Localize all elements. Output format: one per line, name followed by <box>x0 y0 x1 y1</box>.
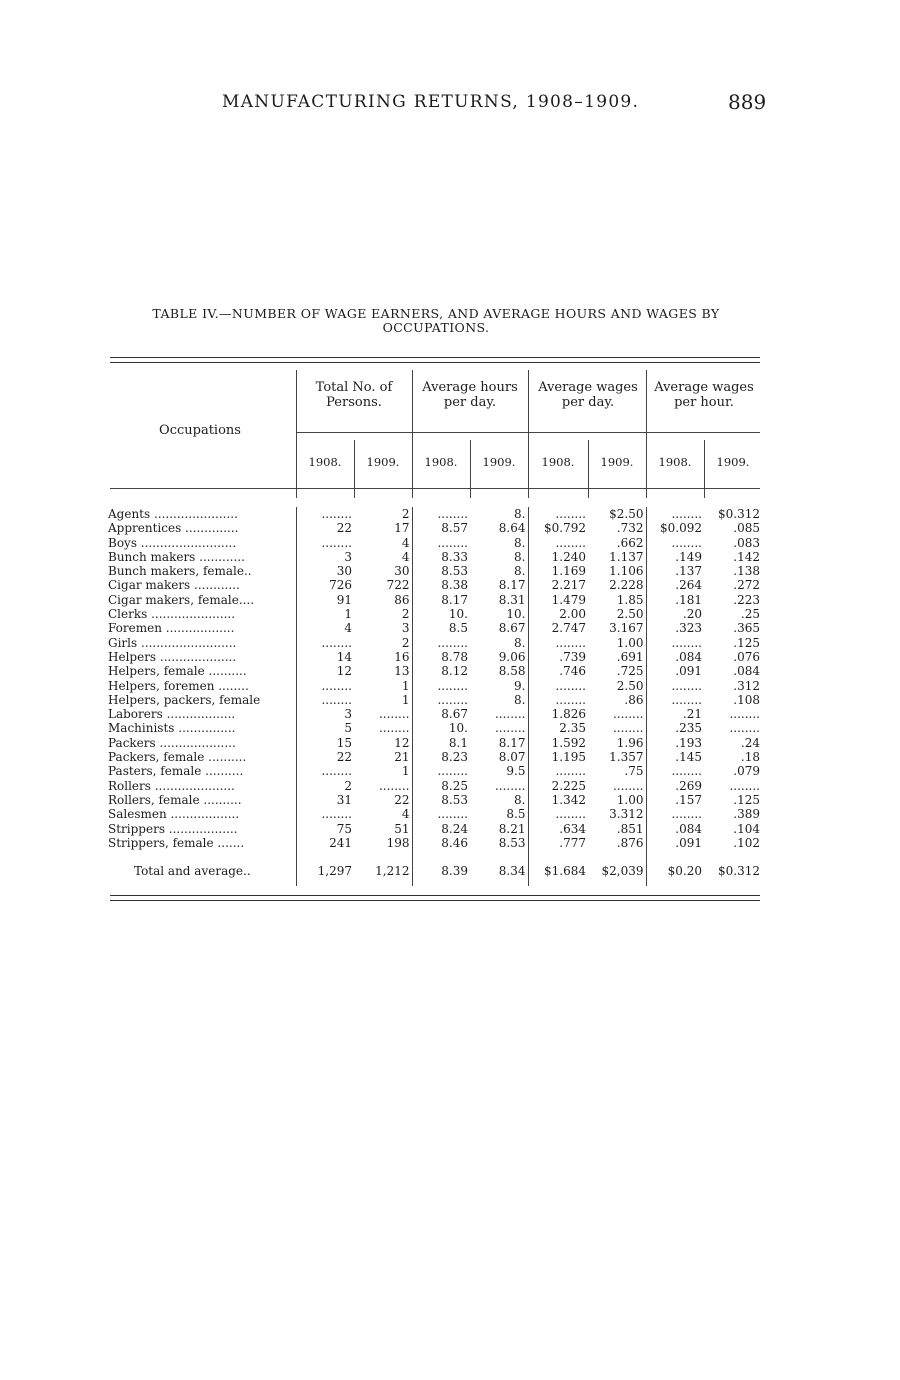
value-cell: 8. <box>514 564 526 579</box>
value-cell: 12 <box>394 735 410 750</box>
year-header: 1909. <box>482 455 516 469</box>
value-cell: 1 <box>401 764 410 779</box>
value-cell: .108 <box>733 692 760 707</box>
value-cell: .137 <box>646 564 704 578</box>
value-cell: 1 <box>296 607 354 621</box>
value-cell: ........ <box>378 707 410 722</box>
value-cell: 10. <box>412 721 470 735</box>
running-title: MANUFACTURING RETURNS, 1908–1909. <box>222 92 640 112</box>
value-cell: .235 <box>646 721 704 735</box>
value-cell: .25 <box>740 607 760 622</box>
table-row <box>106 521 762 535</box>
value-cell: 8.58 <box>498 664 526 679</box>
value-cell: ........ <box>646 764 704 778</box>
value-cell: 31 <box>296 793 354 807</box>
value-cell: 8.53 <box>412 564 470 578</box>
value-cell: ........ <box>296 507 354 521</box>
value-cell: 16 <box>394 649 410 664</box>
year-header: 1908. <box>424 455 458 469</box>
value-cell: ........ <box>612 778 644 793</box>
value-cell: $2,039 <box>601 863 644 878</box>
header-occupations: Occupations <box>159 423 241 438</box>
value-cell: ........ <box>412 764 470 778</box>
year-header: 1909. <box>366 455 400 469</box>
value-cell: 1.195 <box>528 750 588 764</box>
value-cell: 8.5 <box>506 807 526 822</box>
value-cell: 8.31 <box>498 592 526 607</box>
value-cell: 1.240 <box>528 550 588 564</box>
value-cell: 1.342 <box>528 793 588 807</box>
value-cell: 2 <box>401 507 410 521</box>
value-cell: 21 <box>394 750 410 765</box>
value-cell: 8.12 <box>412 664 470 678</box>
table-body <box>106 507 762 886</box>
value-cell: .091 <box>646 836 704 850</box>
value-cell: 8.64 <box>498 521 526 536</box>
value-cell: .21 <box>646 707 704 721</box>
value-cell: 8. <box>514 635 526 650</box>
value-cell: ........ <box>612 707 644 722</box>
occupation-cell: Pasters, female .......... <box>108 764 244 779</box>
page-number: 889 <box>728 90 767 114</box>
value-cell: 10. <box>506 607 526 622</box>
year-header: 1908. <box>308 455 342 469</box>
year-header: 1909. <box>716 455 750 469</box>
value-cell: .079 <box>733 764 760 779</box>
value-cell: 8. <box>514 692 526 707</box>
value-cell: 8.53 <box>498 835 526 850</box>
value-cell: 8. <box>514 549 526 564</box>
value-cell: $0.312 <box>718 507 760 521</box>
year-header: 1908. <box>541 455 575 469</box>
occupation-cell: Packers, female .......... <box>108 750 247 765</box>
value-cell: ........ <box>646 679 704 693</box>
table-row <box>106 650 762 664</box>
table-row <box>106 536 762 550</box>
value-cell: 3 <box>296 707 354 721</box>
value-cell: .86 <box>624 692 644 707</box>
table-row <box>106 836 762 850</box>
value-cell: .138 <box>733 564 760 579</box>
value-cell: 8.33 <box>412 550 470 564</box>
value-cell: 91 <box>296 593 354 607</box>
value-cell: 1.96 <box>616 735 644 750</box>
value-cell: .091 <box>646 664 704 678</box>
occupation-cell: Agents ...................... <box>108 507 238 521</box>
header-total-persons: Total No. of Persons. <box>315 380 393 410</box>
value-cell: 8.07 <box>498 750 526 765</box>
wage-table <box>106 507 762 886</box>
value-cell: 4 <box>401 807 410 822</box>
value-cell: 8.57 <box>412 521 470 535</box>
value-cell: $1.684 <box>528 850 588 886</box>
table-row <box>106 550 762 564</box>
value-cell: 1.85 <box>616 592 644 607</box>
table-row <box>106 807 762 821</box>
value-cell: ........ <box>528 636 588 650</box>
value-cell: ........ <box>646 693 704 707</box>
occupation-cell: Rollers, female .......... <box>108 792 242 807</box>
value-cell: ........ <box>412 507 470 521</box>
value-cell: 75 <box>296 822 354 836</box>
occupation-cell: Cigar makers, female.... <box>108 592 255 607</box>
value-cell: 1.137 <box>609 549 644 564</box>
value-cell: $0.092 <box>646 521 704 535</box>
occupation-cell: Helpers, foremen ........ <box>108 678 249 693</box>
value-cell: 1,297 <box>296 850 354 886</box>
table-row <box>106 607 762 621</box>
header-divider <box>588 440 589 498</box>
occupation-cell: Helpers, female .......... <box>108 664 247 679</box>
value-cell: 8.46 <box>412 836 470 850</box>
occupation-cell: Helpers, packers, female <box>108 692 261 707</box>
value-cell: 1.00 <box>616 635 644 650</box>
table-row <box>106 593 762 607</box>
value-cell: ........ <box>494 707 526 722</box>
value-cell: .272 <box>733 578 760 593</box>
occupation-cell: Total and average.. <box>134 863 251 878</box>
value-cell: 2.50 <box>616 607 644 622</box>
value-cell: .634 <box>528 822 588 836</box>
value-cell: 8.21 <box>498 821 526 836</box>
value-cell: .851 <box>616 821 644 836</box>
value-cell: ........ <box>528 679 588 693</box>
year-header: 1908. <box>658 455 692 469</box>
value-cell: ........ <box>646 507 704 521</box>
value-cell: 8.23 <box>412 750 470 764</box>
header-bottom-rule <box>110 488 760 489</box>
year-header: 1909. <box>600 455 634 469</box>
value-cell: .102 <box>733 835 760 850</box>
value-cell: 2.00 <box>528 607 588 621</box>
value-cell: .084 <box>646 822 704 836</box>
value-cell: 86 <box>394 592 410 607</box>
value-cell: .312 <box>733 678 760 693</box>
value-cell: ........ <box>296 679 354 693</box>
value-cell: 8.5 <box>412 621 470 635</box>
value-cell: 9.06 <box>498 649 526 664</box>
value-cell: 8.17 <box>412 593 470 607</box>
value-cell: 30 <box>296 564 354 578</box>
value-cell: ........ <box>528 536 588 550</box>
value-cell: ........ <box>296 807 354 821</box>
value-cell: 722 <box>386 578 410 593</box>
value-cell: ........ <box>612 721 644 736</box>
table-row <box>106 564 762 578</box>
value-cell: ........ <box>412 536 470 550</box>
table-row <box>106 793 762 807</box>
value-cell: .725 <box>616 664 644 679</box>
value-cell: 3.167 <box>609 621 644 636</box>
value-cell: 8.24 <box>412 822 470 836</box>
value-cell: .365 <box>733 621 760 636</box>
total-row <box>106 850 762 886</box>
occupation-cell: Bunch makers, female.. <box>108 564 252 579</box>
value-cell: 8.38 <box>412 578 470 592</box>
value-cell: 8.67 <box>412 707 470 721</box>
occupation-cell: Salesmen .................. <box>108 807 240 822</box>
header-divider <box>354 440 355 498</box>
value-cell: ........ <box>296 636 354 650</box>
occupation-cell: Laborers .................. <box>108 707 236 722</box>
value-cell: ........ <box>494 721 526 736</box>
value-cell: 3.312 <box>609 807 644 822</box>
value-cell: 1.826 <box>528 707 588 721</box>
value-cell: 8.34 <box>498 863 526 878</box>
value-cell: 8.17 <box>498 735 526 750</box>
value-cell: .193 <box>646 736 704 750</box>
value-cell: ........ <box>494 778 526 793</box>
value-cell: 8. <box>514 535 526 550</box>
value-cell: .389 <box>733 807 760 822</box>
value-cell: 13 <box>394 664 410 679</box>
value-cell: 22 <box>296 750 354 764</box>
table-row <box>106 750 762 764</box>
value-cell: 8.53 <box>412 793 470 807</box>
value-cell: 15 <box>296 736 354 750</box>
top-rule <box>110 362 760 363</box>
occupation-cell: Boys ......................... <box>108 535 237 550</box>
occupation-cell: Clerks ...................... <box>108 607 236 622</box>
value-cell: 5 <box>296 721 354 735</box>
value-cell: .125 <box>733 635 760 650</box>
value-cell: 1.592 <box>528 736 588 750</box>
value-cell: 1,212 <box>375 863 410 878</box>
value-cell: 12 <box>296 664 354 678</box>
value-cell: 2 <box>296 779 354 793</box>
value-cell: .142 <box>733 549 760 564</box>
occupation-cell: Machinists ............... <box>108 721 236 736</box>
value-cell: 1 <box>401 692 410 707</box>
table-row <box>106 636 762 650</box>
table-title: TABLE IV.—NUMBER OF WAGE EARNERS, AND AVERAGE HOURS AND WAGES BY OCCUPATIONS. <box>152 306 720 335</box>
value-cell: 4 <box>401 549 410 564</box>
table-row <box>106 679 762 693</box>
value-cell: 1.106 <box>609 564 644 579</box>
value-cell: 30 <box>394 564 410 579</box>
value-cell: 8.39 <box>412 850 470 886</box>
value-cell: .145 <box>646 750 704 764</box>
occupation-cell: Strippers .................. <box>108 821 238 836</box>
occupation-cell: Strippers, female ....... <box>108 835 245 850</box>
value-cell: .876 <box>616 835 644 850</box>
value-cell: ........ <box>412 679 470 693</box>
value-cell: 14 <box>296 650 354 664</box>
value-cell: 51 <box>394 821 410 836</box>
table-row <box>106 721 762 735</box>
table-row <box>106 507 762 521</box>
value-cell: 17 <box>394 521 410 536</box>
value-cell: 3 <box>401 621 410 636</box>
value-cell: .691 <box>616 649 644 664</box>
value-cell: .181 <box>646 593 704 607</box>
bottom-rule <box>110 900 760 901</box>
value-cell: 1 <box>401 678 410 693</box>
value-cell: .732 <box>616 521 644 536</box>
value-cell: .076 <box>733 649 760 664</box>
value-cell: 241 <box>296 836 354 850</box>
value-cell: 8.67 <box>498 621 526 636</box>
value-cell: ........ <box>646 636 704 650</box>
value-cell: ........ <box>412 807 470 821</box>
value-cell: 9.5 <box>506 764 526 779</box>
value-cell: 2.228 <box>609 578 644 593</box>
value-cell: .777 <box>528 836 588 850</box>
value-cell: 8. <box>514 792 526 807</box>
value-cell: $0.20 <box>646 850 704 886</box>
value-cell: 198 <box>386 835 410 850</box>
value-cell: 10. <box>412 607 470 621</box>
value-cell: ........ <box>296 536 354 550</box>
table-row <box>106 707 762 721</box>
value-cell: ........ <box>528 764 588 778</box>
value-cell: .104 <box>733 821 760 836</box>
value-cell: ........ <box>378 721 410 736</box>
value-cell: .084 <box>646 650 704 664</box>
value-cell: ........ <box>729 707 760 722</box>
occupation-cell: Bunch makers ............ <box>108 549 245 564</box>
value-cell: 9. <box>514 678 526 693</box>
value-cell: .084 <box>733 664 760 679</box>
value-cell: .085 <box>733 521 760 536</box>
value-cell: ........ <box>528 693 588 707</box>
value-cell: .662 <box>616 535 644 550</box>
value-cell: .223 <box>733 592 760 607</box>
value-cell: 726 <box>296 578 354 592</box>
occupation-cell: Apprentices .............. <box>108 521 239 536</box>
value-cell: 2.50 <box>616 678 644 693</box>
value-cell: 22 <box>394 792 410 807</box>
value-cell: .264 <box>646 578 704 592</box>
value-cell: .20 <box>646 607 704 621</box>
value-cell: .269 <box>646 779 704 793</box>
value-cell: 8. <box>514 507 526 521</box>
header-avg-wages-day: Average wages per day. <box>538 380 638 410</box>
value-cell: 2 <box>401 635 410 650</box>
value-cell: .323 <box>646 621 704 635</box>
table-row <box>106 736 762 750</box>
value-cell: 8.17 <box>498 578 526 593</box>
value-cell: ........ <box>412 636 470 650</box>
value-cell: .157 <box>646 793 704 807</box>
value-cell: $0.792 <box>528 521 588 535</box>
table-row <box>106 578 762 592</box>
header-avg-hours: Average hours per day. <box>422 380 518 410</box>
value-cell: ........ <box>646 807 704 821</box>
value-cell: 1.169 <box>528 564 588 578</box>
value-cell: .18 <box>740 750 760 765</box>
value-cell: 4 <box>296 621 354 635</box>
occupation-cell: Girls ......................... <box>108 635 237 650</box>
value-cell: 2.225 <box>528 779 588 793</box>
table-row <box>106 822 762 836</box>
value-cell: 4 <box>401 535 410 550</box>
header-divider <box>412 370 413 498</box>
value-cell: 2.217 <box>528 578 588 592</box>
value-cell: 8.1 <box>412 736 470 750</box>
value-cell: ........ <box>646 536 704 550</box>
value-cell: ........ <box>528 807 588 821</box>
value-cell: ........ <box>528 507 588 521</box>
header-divider <box>296 370 297 498</box>
value-cell: 3 <box>296 550 354 564</box>
table-row <box>106 621 762 635</box>
header-avg-wages-hour: Average wages per hour. <box>654 380 754 410</box>
occupation-cell: Helpers .................... <box>108 649 237 664</box>
value-cell: $2.50 <box>609 507 644 521</box>
table-row <box>106 693 762 707</box>
value-cell: 2.35 <box>528 721 588 735</box>
value-cell: $0.312 <box>718 863 760 878</box>
value-cell: 8.78 <box>412 650 470 664</box>
occupation-cell: Cigar makers ............ <box>108 578 240 593</box>
occupation-cell: Packers .................... <box>108 735 236 750</box>
value-cell: 8.25 <box>412 779 470 793</box>
value-cell: .125 <box>733 792 760 807</box>
header-divider <box>470 440 471 498</box>
value-cell: 1.479 <box>528 593 588 607</box>
table-row <box>106 764 762 778</box>
value-cell: 22 <box>296 521 354 535</box>
occupation-cell: Foremen .................. <box>108 621 235 636</box>
header-divider <box>528 370 529 498</box>
header-divider <box>646 370 647 498</box>
table-row <box>106 664 762 678</box>
top-rule <box>110 357 760 358</box>
value-cell: .24 <box>740 735 760 750</box>
value-cell: .75 <box>624 764 644 779</box>
header-divider <box>704 440 705 498</box>
value-cell: ........ <box>412 693 470 707</box>
bottom-rule <box>110 895 760 896</box>
value-cell: 2.747 <box>528 621 588 635</box>
value-cell: ........ <box>729 721 760 736</box>
value-cell: .739 <box>528 650 588 664</box>
value-cell: ........ <box>296 764 354 778</box>
value-cell: ........ <box>729 778 760 793</box>
occupation-cell: Rollers ..................... <box>108 778 235 793</box>
value-cell: .746 <box>528 664 588 678</box>
value-cell: .149 <box>646 550 704 564</box>
table-row <box>106 779 762 793</box>
value-cell: .083 <box>733 535 760 550</box>
value-cell: 2 <box>401 607 410 622</box>
value-cell: 1.00 <box>616 792 644 807</box>
value-cell: 1.357 <box>609 750 644 765</box>
value-cell: ........ <box>378 778 410 793</box>
value-cell: ........ <box>296 693 354 707</box>
